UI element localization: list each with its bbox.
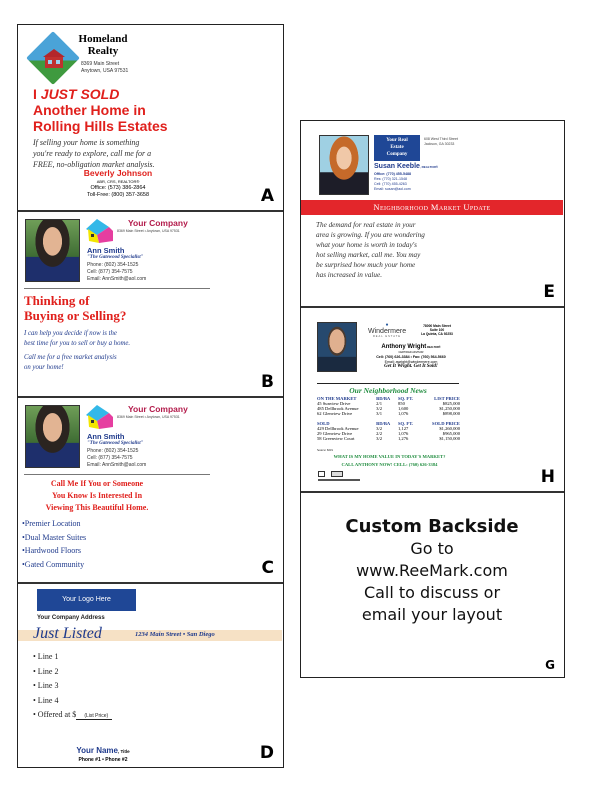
company-logo: Your Real Estate Company (374, 135, 420, 161)
headline-line2: Buying or Selling? (24, 308, 127, 323)
table-row: 429 Dellbrook Avenue 3/2 1,127 $1,260,000 (317, 426, 460, 431)
cell-phone: Cell: (770) 455-4263 (374, 182, 407, 186)
agent-name: Ann Smith (87, 432, 125, 441)
card-h[interactable] (301, 308, 563, 491)
listing-address: 1234 Main Street • San Diego (135, 631, 215, 638)
company-name: Your Company (128, 404, 188, 414)
agent-photo (25, 405, 80, 468)
tollfree-phone: Toll-Free: (800) 357-3658 (86, 192, 150, 198)
sold-header-row: SOLD BD/BA SQ. FT. SOLD PRICE (317, 421, 460, 426)
address-line1: 608 West Third Street (424, 137, 458, 141)
body-line: area is growing. If you are wondering (316, 231, 425, 239)
headline-line2: You Know Is Interested In (51, 491, 143, 500)
cta-line1: WHAT IS MY HOME VALUE IN TODAY'S MARKET? (333, 454, 446, 459)
agent-photo (25, 219, 80, 282)
agent-tagline: "The Gatewood Specialist" (87, 255, 144, 260)
address-line2: Suite 100 (429, 328, 445, 333)
card-d[interactable] (18, 584, 282, 767)
agent-suffix: REALTOR® (426, 346, 441, 349)
agent-name: Anthony Wright (381, 344, 427, 350)
logo-placeholder: Your Logo Here (37, 589, 136, 611)
card-g[interactable] (301, 493, 563, 676)
agent-phones: Cell: (760) 626-3384 • Fax: (760) 564-5660 (376, 355, 446, 359)
right-column (300, 120, 565, 678)
card-label-e: E (543, 282, 555, 302)
email: Email: susan@aol.com (374, 187, 411, 191)
agent-name: Ann Smith (87, 246, 125, 255)
office-phone: Office: (573) 386-2864 (90, 185, 146, 191)
table-row: 58 Greenview Court 3/2 1,276 $1,150,000 (317, 436, 460, 441)
body-line1: If selling your home is something (33, 138, 140, 147)
body-line4: on your home! (24, 364, 64, 371)
card-label-d: D (259, 743, 274, 763)
listing-lines (33, 650, 112, 724)
phone: Phone: (802) 354-1525 (87, 262, 139, 268)
agent-email: Email: awright@windermere.com (384, 359, 438, 364)
email: Email: AnnSmith@aol.com (87, 462, 147, 468)
windermere-logo: ● Windermere REAL ESTATE (368, 322, 407, 338)
feature-item: •Gated Community (22, 559, 85, 569)
just-listed-title: Just Listed (33, 625, 102, 642)
table-row: 29 Glenview Drive 2/2 1,076 $965,000 (317, 431, 460, 436)
agent-name: Your Name (76, 746, 118, 755)
card-label-a: A (260, 186, 274, 206)
website-link[interactable]: www.ReeMark.com (356, 561, 508, 580)
body-line: what your home is worth in today's (316, 241, 417, 249)
office-phone: Office: (770) 455-5488 (374, 172, 411, 176)
body-line2: best time for you to sell or buy a home. (24, 340, 131, 347)
agent-tagline: "The Gatewood Specialist" (87, 441, 144, 446)
listing-line: • Line 4 (33, 695, 59, 705)
instruction-line4: email your layout (361, 605, 503, 624)
divider-rule (24, 474, 210, 475)
divider-rule (317, 383, 459, 384)
company-address: Your Company Address (37, 615, 105, 621)
neighborhood-table (317, 396, 462, 441)
listing-line: • Line 3 (33, 681, 59, 690)
instruction-line1: Go to (410, 539, 454, 558)
card-b[interactable] (18, 212, 282, 396)
house-icon (85, 217, 115, 245)
body-line1: I can help you decide if now is the (24, 330, 117, 337)
equal-housing-icon (318, 471, 325, 477)
headline-line1: Thinking of (24, 293, 90, 308)
phone: Phone: (802) 354-1525 (87, 448, 139, 454)
feature-list (22, 517, 86, 571)
agent-name: Beverly Johnson (83, 168, 153, 178)
agent-phones: Phone #1 • Phone #2 (78, 757, 128, 763)
email: Email: AnnSmith@aol.com (87, 276, 147, 282)
agent-name: Susan Keeble (374, 163, 420, 170)
market-header-row: ON THE MARKET BD/BA SQ. FT. LIST PRICE (317, 396, 460, 401)
feature-item: •Hardwood Floors (22, 546, 82, 555)
card-a[interactable] (18, 25, 282, 210)
card-c[interactable] (18, 398, 282, 582)
market-update-banner: Neighborhood Market Update (301, 200, 563, 215)
agent-suffix: , REALTOR® (419, 165, 439, 169)
data-source: Source: MLS (317, 448, 334, 452)
address-line2: Anytown, USA 97531 (81, 68, 129, 74)
body-line2: you're ready to explore, call me for a (33, 149, 152, 158)
cell: Cell: (877) 354-7575 (87, 455, 133, 461)
headline-line1: I JUST SOLD (33, 86, 120, 102)
body-line: be surprised how much your home (316, 261, 416, 269)
headline-line2: Another Home in (33, 102, 146, 118)
table-row: 62 Glenview Drive 3/1 1,076 $898,000 (317, 411, 460, 416)
company-name-line1: Homeland (78, 33, 128, 45)
listing-line: • Line 1 (33, 652, 59, 661)
house-icon (85, 403, 115, 431)
company-address: 8369 Main Street • Anytown, USA 97531 (117, 415, 180, 419)
instruction-line3: Call to discuss or (363, 583, 501, 602)
fine-print (318, 479, 360, 481)
divider-rule (24, 288, 210, 289)
agent-photo (317, 322, 357, 372)
address-line1: 8369 Main Street (81, 61, 120, 67)
feature-item: •Dual Master Suites (22, 532, 87, 542)
headline-line3: Viewing This Beautiful Home. (45, 503, 149, 512)
card-e[interactable] (301, 121, 563, 306)
agent-title: , Title (117, 749, 130, 754)
headline-line3: Rolling Hills Estates (33, 118, 168, 134)
card-label-h: H (540, 467, 555, 487)
card-label-c: C (261, 558, 274, 578)
windermere-mark-icon: ● (385, 322, 389, 328)
agent-slogan: Get It Wright. Get It Sold! (384, 364, 438, 369)
table-row: 485 Dellbrook Avenue 3/2 1,600 $1,250,000 (317, 406, 460, 411)
body-line3: FREE, no-obligation market analysis. (33, 160, 155, 169)
custom-backside-title: Custom Backside (345, 516, 519, 537)
left-column (17, 24, 284, 768)
body-line3: Call me for a free market analysis (24, 354, 117, 361)
body-line: The demand for real estate in your (316, 221, 416, 229)
body-line: hot selling market, call me. You may (316, 251, 421, 259)
company-name: Your Company (128, 218, 188, 228)
agent-cert: CERTIFIED ADVISOR (398, 351, 424, 354)
card-label-g: G (545, 658, 555, 672)
agent-credentials: ABR, CRS, REALTOR® (96, 179, 140, 184)
mls-icon (331, 471, 343, 477)
body-line: has increased in value. (316, 271, 383, 279)
feature-item: •Premier Location (22, 519, 81, 528)
agent-photo (319, 135, 369, 195)
address-line1: 78000 Main Street (423, 324, 451, 328)
table-row: 45 Sunview Drive 2/1 850 $825,000 (317, 401, 460, 406)
card-label-b: B (261, 372, 274, 392)
cta-line2: CALL ANTHONY NOW! CELL: (760) 626-3384 (341, 462, 438, 467)
news-title: Our Neighborhood News (349, 386, 427, 395)
listing-line: • Line 2 (33, 666, 59, 676)
company-address: 8369 Main Street • Anytown, USA 97531 (117, 229, 180, 233)
address-line3: La Quinta, CA 92253 (421, 332, 453, 337)
cell: Cell: (877) 354-7575 (87, 269, 133, 275)
company-name-line2: Realty (87, 45, 119, 57)
address-line2: Jackson, GA 30233 (424, 142, 455, 146)
listing-price: • Offered at $ (List Price) (33, 708, 112, 724)
house-icon (41, 47, 67, 69)
res-phone: Res: (770) 321-1548 (374, 177, 407, 181)
headline-line1: Call Me If You or Someone (50, 479, 144, 488)
